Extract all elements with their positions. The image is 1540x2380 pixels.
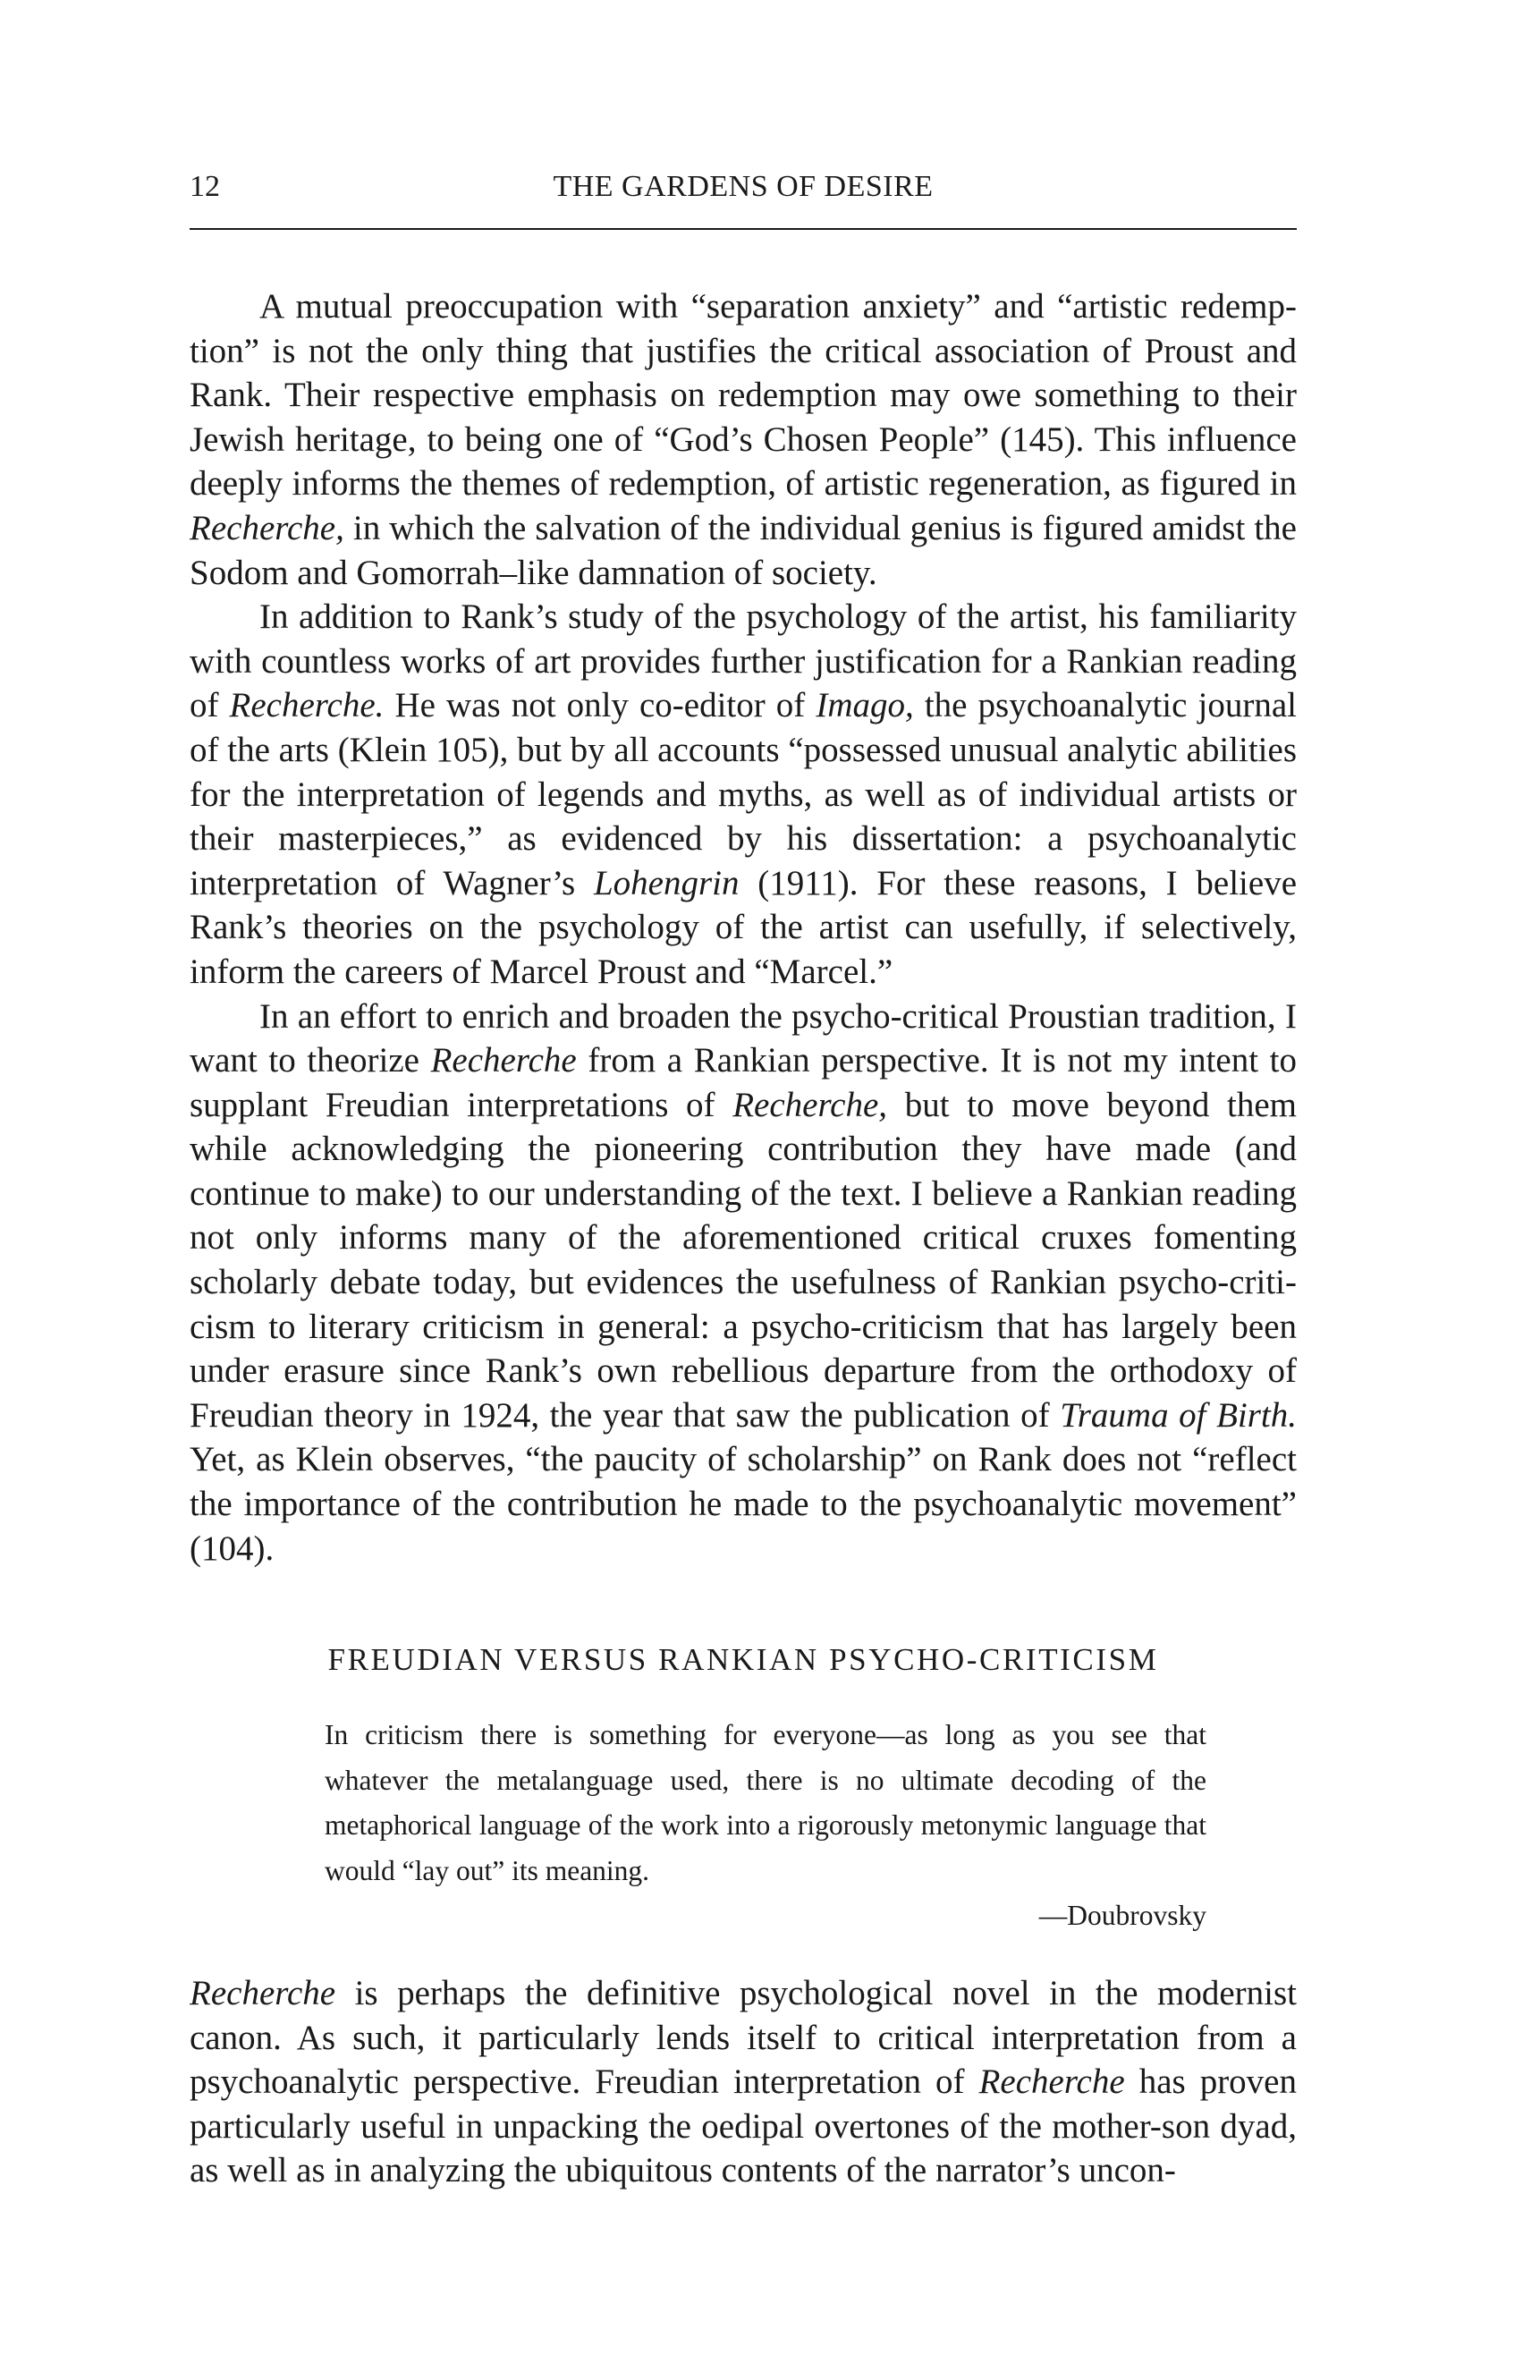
epigraph <box>325 1713 1206 1938</box>
running-title: THE GARDENS OF DESIRE <box>553 170 934 203</box>
epigraph-text: In criticism there is something for everyone—as long as you see that whatever the metalanguage used, there is no ultimate decoding of the metaphorical language of the work into a rigorously metonymic language that would “lay out” its meaning. <box>325 1719 1206 1886</box>
epigraph-attribution: —Doubrovsky <box>1038 1900 1206 1931</box>
header-rule <box>190 228 1297 230</box>
paragraph-3: In an effort to enrich and broaden the psycho-critical Proustian tradition, I want to theorize Recherche from a Rankian perspective. It is not my intent to supplant Freudian interpretations of Recherche, but to move beyond them while acknowledging the pioneering contribution they have made (and continue to make) to our understanding of the text. I believe a Rankian reading not only informs many of the aforementioned critical cruxes fomenting scholarly debate today, but evidences the usefulness of Rankian psycho-criticism to literary criticism in general: a psycho-criticism that has largely been under erasure since Rank’s own rebellious departure from the orthodoxy of Freudian theory in 1924, the year that saw the publication of Trauma of Birth. Yet, as Klein observes, “the paucity of scholarship” on Rank does not “reflect the importance of the contribution he made to the psychoanalytic movement” (104). <box>190 996 1298 1568</box>
page-number: 12 <box>190 170 220 203</box>
body-text-continued <box>190 1971 1297 2193</box>
body-text <box>190 284 1297 1571</box>
paragraph-4: Recherche is perhaps the definitive psychological novel in the modernist canon. As such, it particularly lends itself to critical interpretation from a psychoanalytic perspective. Freudian interpretation of Recherche has proven particularly useful in unpacking the oedipal overtones of the mother-son dyad, as well as in analyzing the ubiquitous contents of the narrator’s uncon- <box>190 1974 1297 2190</box>
section-heading: FREUDIAN VERSUS RANKIAN PSYCHO-CRITICISM <box>327 1642 1159 1677</box>
paragraph-1: A mutual preoccupation with “separation anxiety” and “artistic redemption” is not the only thing that justifies the critical association of Proust and Rank. Their respective emphasis on redemption may owe something to their Jewish heritage, to being one of “God’s Chosen People” (145). This influence deeply informs the themes of redemption, of artistic regeneration, as figured in Recherche, in which the salvation of the individual genius is figured amidst the Sodom and Gomorrah–like damnation of society. <box>190 287 1297 592</box>
paragraph-2: In addition to Rank’s study of the psychology of the artist, his familiarity with countless works of art provides further justification for a Rankian reading of Recherche. He was not only co-editor of Imago, the psychoanalytic journal of the arts (Klein 105), but by all accounts “possessed unusual analytic abilities for the interpretation of legends and myths, as well as of individual artists or their masterpieces,” as evidenced by his dissertation: a psychoanalytic interpretation of Wagner’s Lohengrin (1911). For these reasons, I believe Rank’s theories on the psychology of the artist can usefully, if selectively, inform the careers of Marcel Proust and “Marcel.” <box>190 597 1298 991</box>
running-head <box>190 166 1297 208</box>
